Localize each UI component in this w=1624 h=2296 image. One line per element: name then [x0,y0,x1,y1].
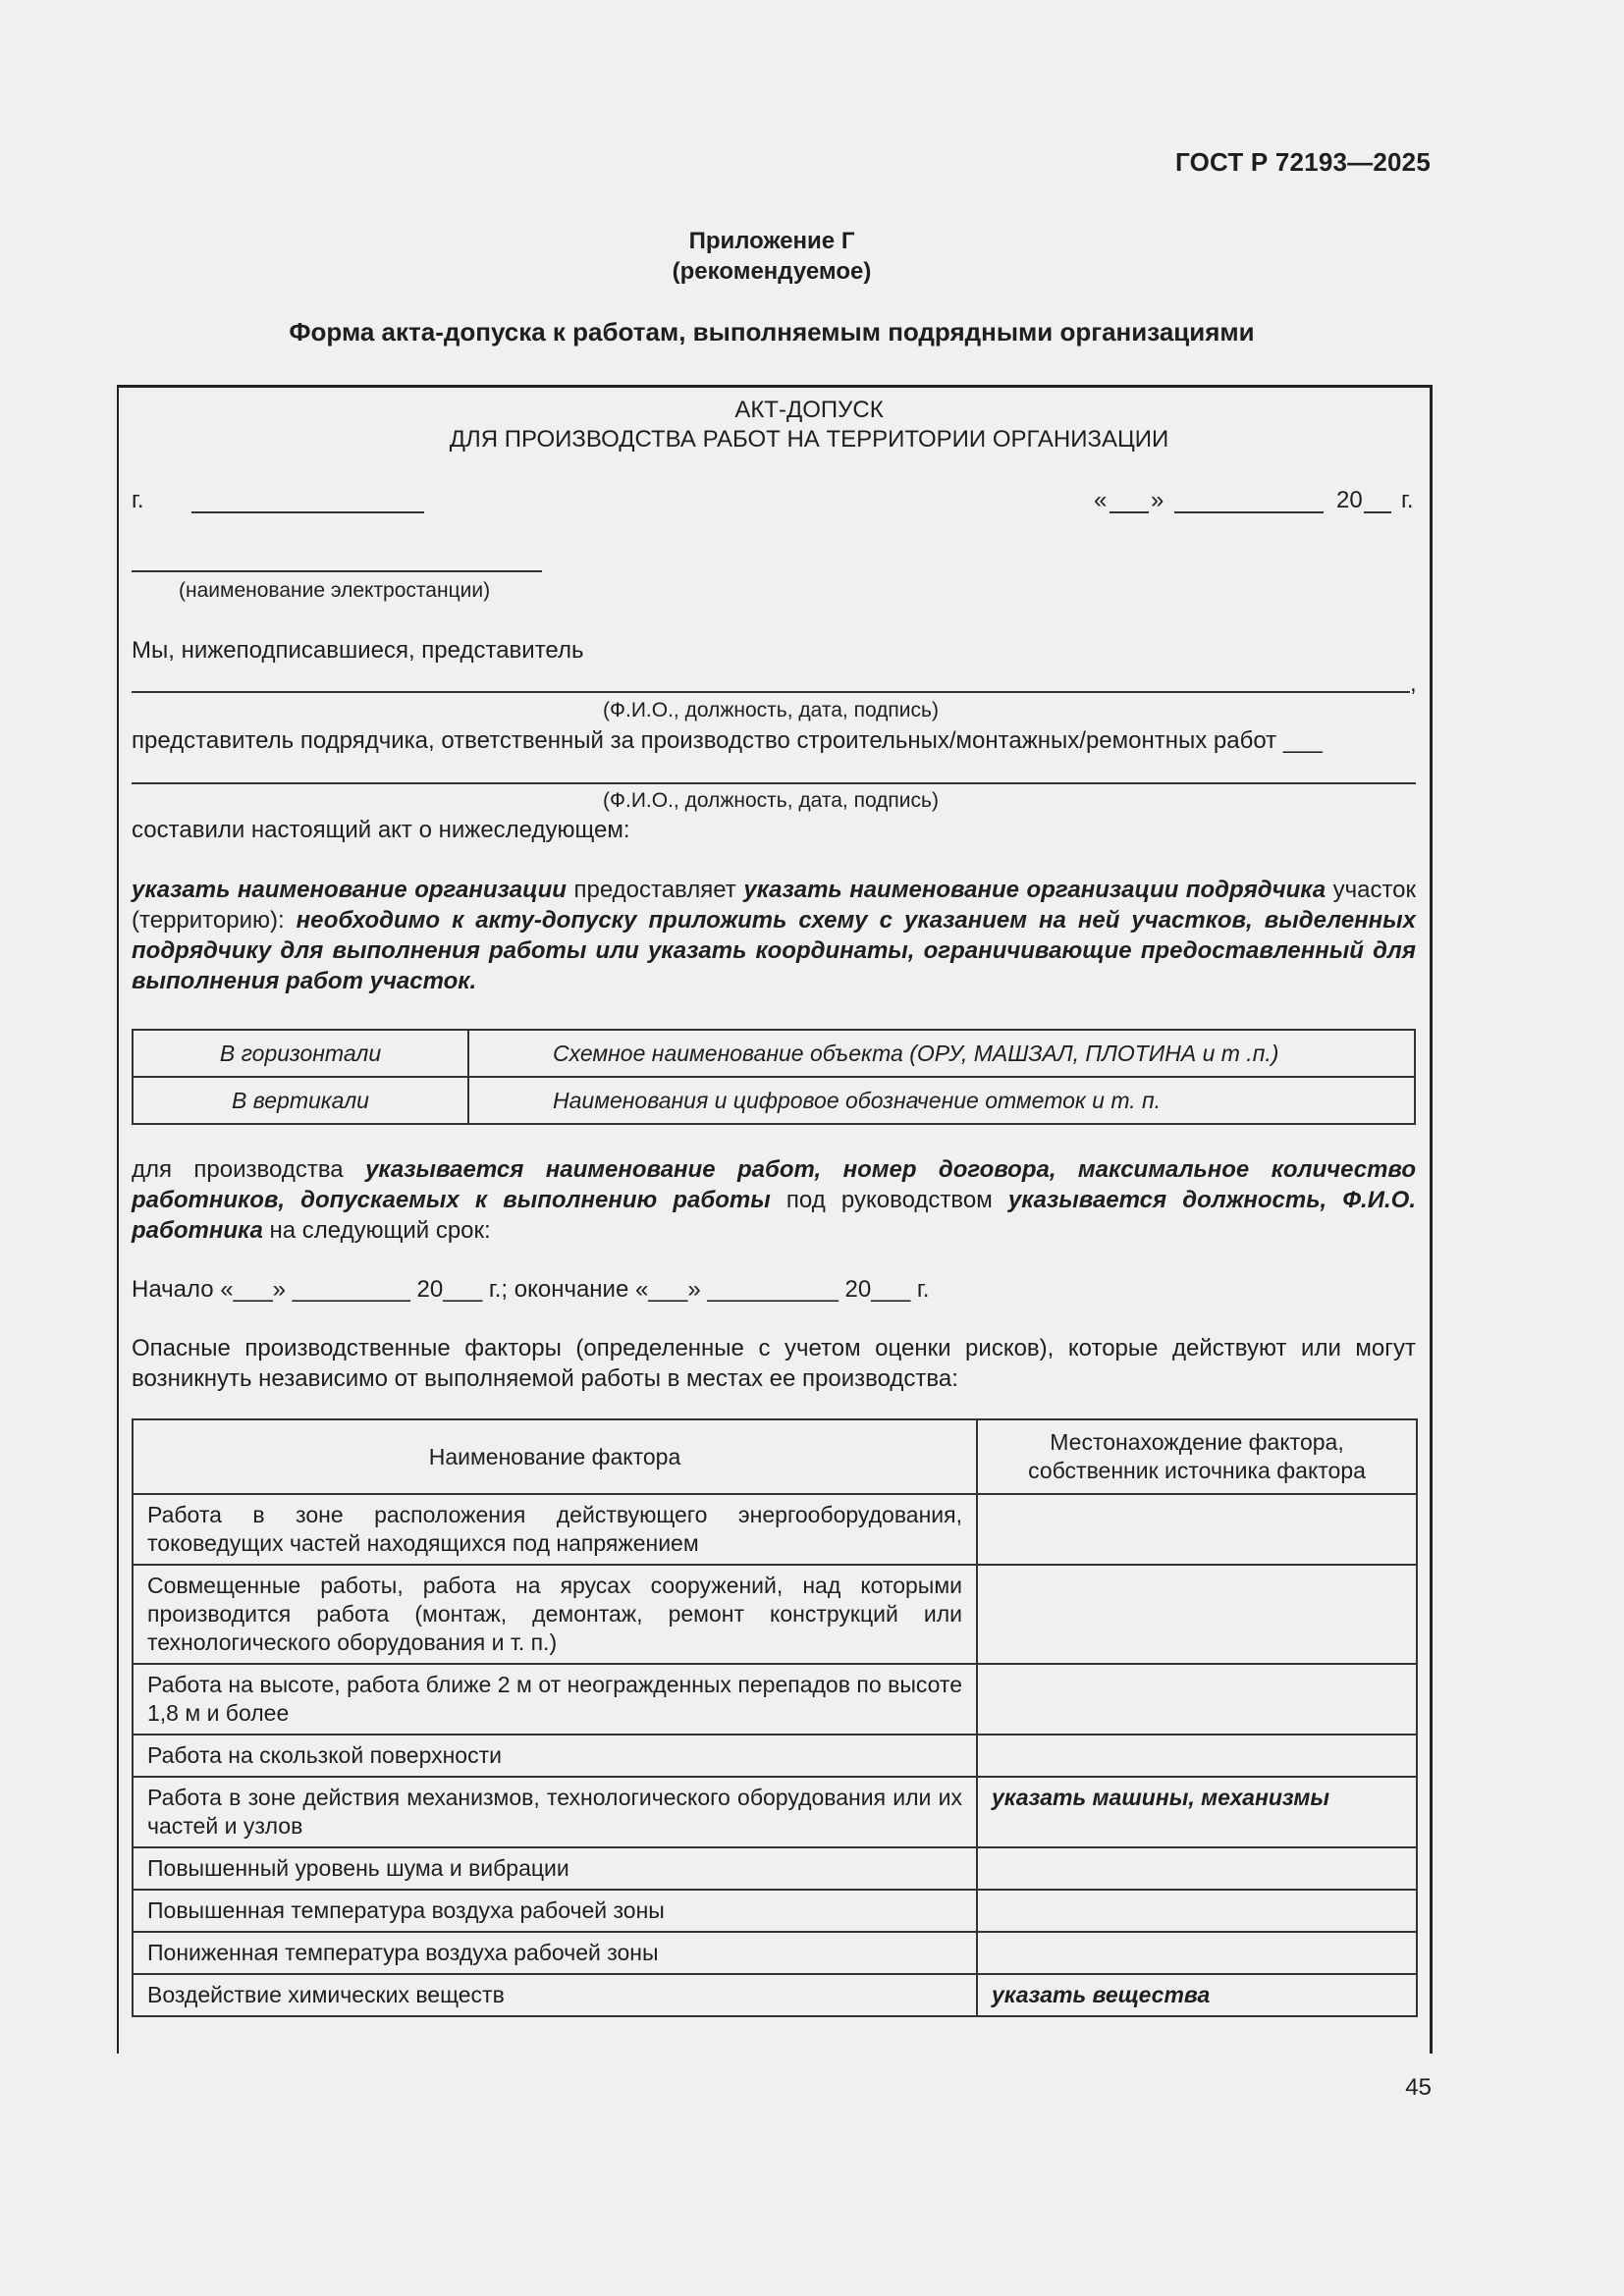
contractor-field[interactable] [132,782,1416,784]
composed-text: составили настоящий акт о нижеследующем: [132,817,630,843]
table-header-row [133,1419,1417,1494]
table-row [133,1777,1417,1847]
col-factor-header: Наименование фактора [133,1419,977,1494]
supervisor-placeholder: указывается должность, Ф.И.О. работника [132,1187,1416,1244]
intro-comma: , [1410,670,1417,697]
works-placeholder: указывается наименование работ, номер договора, максимальное количество работников, допускаемых к выполнению работы [132,1156,1416,1213]
work-period: Начало «___» _________ 20___ г.; окончание «___» __________ 20___ г. [132,1276,930,1303]
works-paragraph: для производства указывается наименование работ, номер договора, максимальное количество работников, допускаемых к выполнению работы под руководством указывается должность, Ф.И.О. работника на следующий срок: [132,1156,1416,1244]
fio-caption-2: (Ф.И.О., должность, дата, подпись) [603,789,939,812]
contractor-text: представитель подрядчика, ответственный за производство строительных/монтажных/ремонтных работ ___ [132,727,1323,754]
factor-cell: Воздействие химических веществ [133,1974,977,2016]
coord-axis: В горизонтали [133,1030,468,1077]
factor-cell: Работа на высоте, работа ближе 2 м от неогражденных перепадов по высоте 1,8 м и более [133,1664,977,1735]
hazards-table [132,1418,1418,2017]
appendix-note: (рекомендуемое) [672,258,872,285]
territory-paragraph: указать наименование организации предоставляет указать наименование организации подрядчика участок (территорию): необходимо к акту-допуску приложить схему с указанием на ней участков, выделенных подрядчику для выполнения работы или указать координаты, ограничивающие предоставленный для выполнения работ участок. [132,877,1417,994]
table-row [133,1890,1417,1932]
intro-text: Мы, нижеподписавшиеся, представитель [132,637,584,664]
org-name-placeholder: указать наименование организации [132,877,567,903]
table-row [133,1030,1415,1077]
city-label: г. [132,487,144,513]
station-field[interactable] [132,570,542,572]
year-field[interactable] [1364,511,1391,513]
factor-cell: Работа в зоне расположения действующего энергооборудования, токоведущих частей находящихся под напряжением [133,1494,977,1565]
date-open-quote: « [1094,487,1108,513]
act-title-1: АКТ-ДОПУСК [734,397,884,423]
factor-cell: Работа на скользкой поверхности [133,1735,977,1777]
location-cell[interactable] [977,1890,1417,1932]
standard-number: ГОСТ Р 72193—2025 [1175,147,1431,177]
station-caption: (наименование электростанции) [179,579,491,602]
year-prefix: 20 [1336,487,1363,513]
table-row [133,1932,1417,1974]
col-location-header: Местонахождение фактора, собственник источника фактора [977,1419,1417,1494]
factor-cell: Пониженная температура воздуха рабочей зоны [133,1932,977,1974]
year-suffix: г. [1401,487,1414,513]
act-title-2: ДЛЯ ПРОИЗВОДСТВА РАБОТ НА ТЕРРИТОРИИ ОРГАНИЗАЦИИ [449,426,1169,453]
table-row [133,1974,1417,2016]
location-cell[interactable] [977,1847,1417,1890]
fio-caption: (Ф.И.О., должность, дата, подпись) [603,699,939,721]
representative-field[interactable] [132,691,1410,693]
location-cell[interactable] [977,1565,1417,1664]
location-cell[interactable]: указать вещества [977,1974,1417,2016]
page-number: 45 [1405,2074,1432,2101]
scheme-instruction: необходимо к акту-допуску приложить схему с указанием на ней участков, выделенных подрядчику для выполнения работы или указать координаты, ограничивающие предоставленный для выполнения работ участок. [132,907,1416,994]
factor-cell: Повышенный уровень шума и вибрации [133,1847,977,1890]
coord-desc: Наименования и цифровое обозначение отметок и т. п. [468,1077,1415,1124]
table-row [133,1494,1417,1565]
factor-cell: Совмещенные работы, работа на ярусах сооружений, над которыми производится работа (монтаж, демонтаж, ремонт конструкций или технологического оборудования и т. п.) [133,1565,977,1664]
coord-desc: Схемное наименование объекта (ОРУ, МАШЗАЛ, ПЛОТИНА и т .п.) [468,1030,1415,1077]
coordinates-table [132,1029,1416,1125]
table-row [133,1847,1417,1890]
month-field[interactable] [1174,511,1324,513]
appendix-title: Приложение Г [688,228,855,254]
location-cell[interactable] [977,1735,1417,1777]
table-row [133,1735,1417,1777]
location-cell[interactable]: указать машины, механизмы [977,1777,1417,1847]
hazards-intro: Опасные производственные факторы (определенные с учетом оценки рисков), которые действуют или могут возникнуть независимо от выполняемой работы в местах ее производства: [132,1335,1416,1392]
contractor-name-placeholder: указать наименование организации подрядчика [743,877,1326,903]
day-field[interactable] [1110,511,1149,513]
table-row [133,1077,1415,1124]
date-close-quote: » [1151,487,1164,513]
table-row [133,1664,1417,1735]
city-field[interactable] [191,511,424,513]
location-cell[interactable] [977,1664,1417,1735]
table-row [133,1565,1417,1664]
factor-cell: Повышенная температура воздуха рабочей зоны [133,1890,977,1932]
form-title: Форма акта-допуска к работам, выполняемым подрядными организациями [289,317,1255,347]
location-cell[interactable] [977,1932,1417,1974]
factor-cell: Работа в зоне действия механизмов, технологического оборудования или их частей и узлов [133,1777,977,1847]
location-cell[interactable] [977,1494,1417,1565]
coord-axis: В вертикали [133,1077,468,1124]
